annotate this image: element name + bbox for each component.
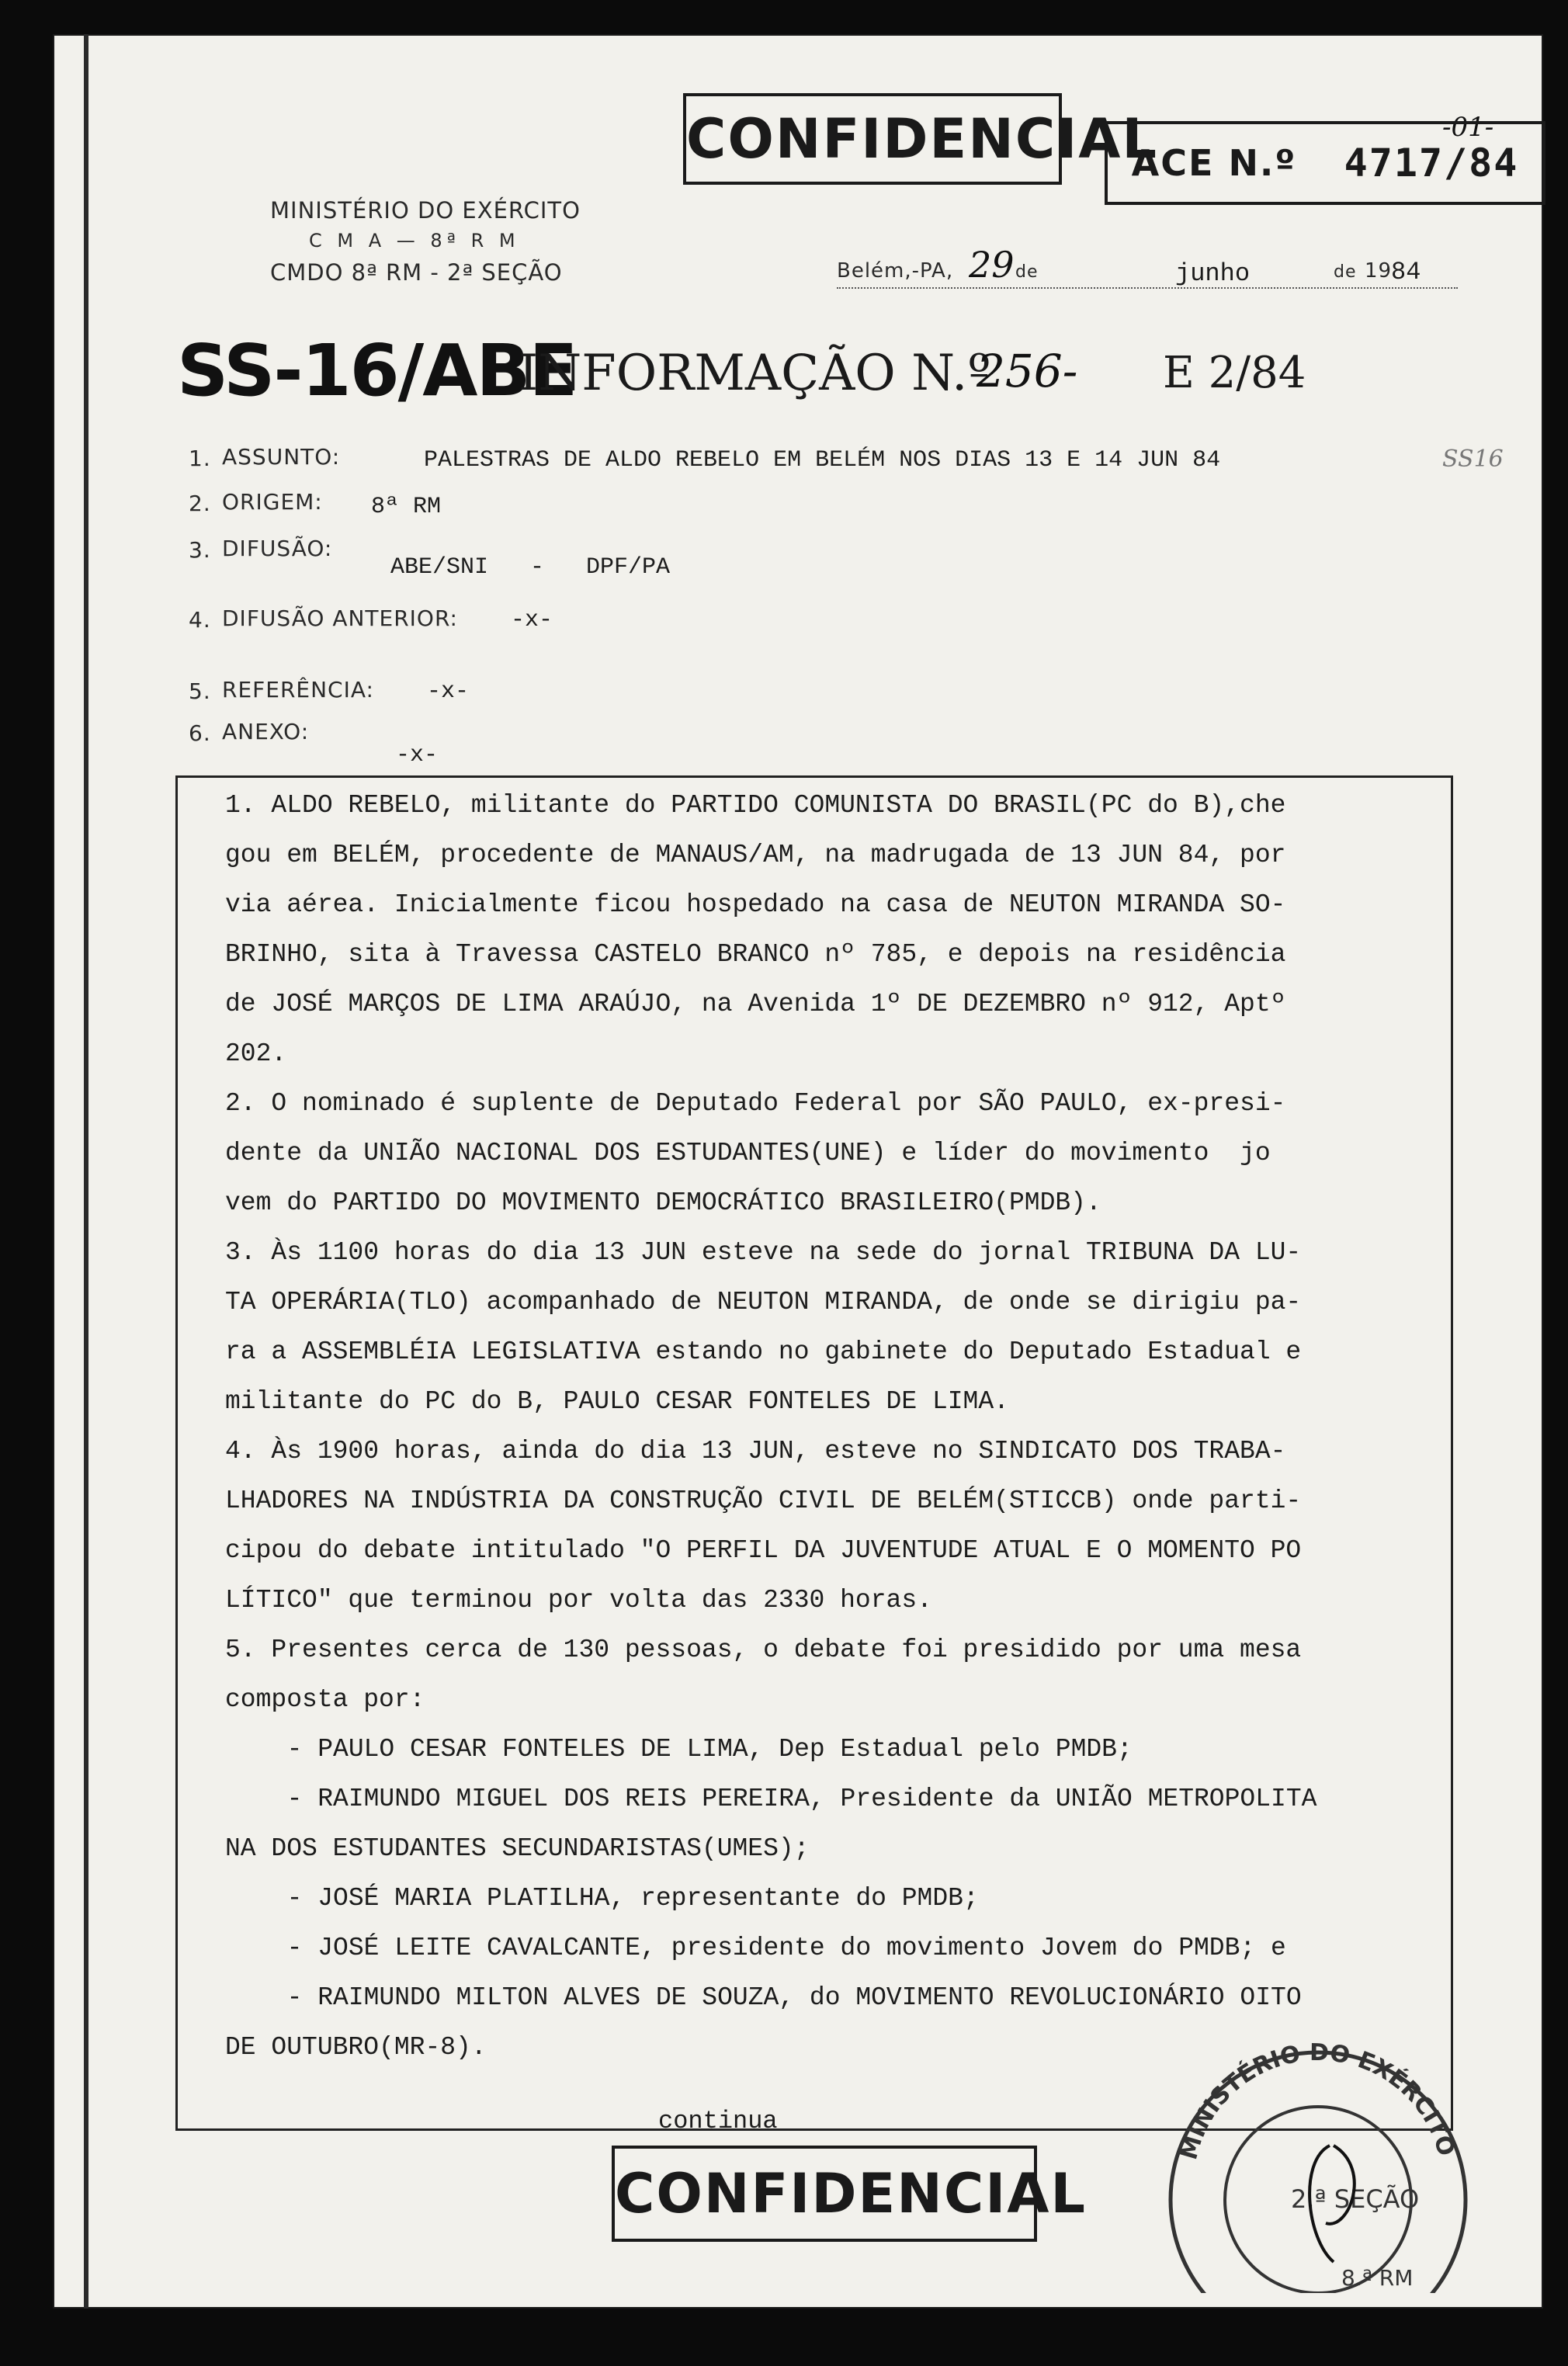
seal-ring-text: MINISTÉRIO DO EXÉRCITO (1175, 2038, 1460, 2163)
ace-number: 4717/84 (1344, 141, 1519, 186)
field-num-2: 2. (189, 491, 211, 516)
field-value-anexo: -x- (396, 742, 439, 768)
field-label-referencia: REFERÊNCIA: (222, 677, 374, 703)
field-num-1: 1. (189, 446, 211, 471)
field-num-6: 6. (189, 720, 211, 746)
body-line-15: LHADORES NA INDÚSTRIA DA CONSTRUÇÃO CIVIL DE BELÉM(STICCB) onde parti- (225, 1487, 1302, 1515)
body-line-12: ra a ASSEMBLÉIA LEGISLATIVA estando no gabinete do Deputado Estadual e (225, 1337, 1302, 1366)
body-line-11: TA OPERÁRIA(TLO) acompanhado de NEUTON MIRANDA, de onde se dirigiu pa- (225, 1288, 1302, 1317)
continua-label: continua (658, 2107, 778, 2135)
header-ministry: MINISTÉRIO DO EXÉRCITO (270, 197, 581, 224)
body-line-14: 4. Às 1900 horas, ainda do dia 13 JUN, esteve no SINDICATO DOS TRABA- (225, 1437, 1286, 1466)
body-line-19: composta por: (225, 1685, 425, 1714)
field-value-origem: 8ª RM (371, 494, 442, 520)
body-line-9: vem do PARTIDO DO MOVIMENTO DEMOCRÁTICO BRASILEIRO(PMDB). (225, 1188, 1101, 1217)
field-label-assunto: ASSUNTO: (222, 444, 341, 470)
ace-label: ACE N.º (1131, 142, 1297, 184)
date-month: junho (1175, 259, 1251, 288)
field-note-assunto: SS16 (1442, 446, 1504, 473)
date-dotted-line (837, 287, 1458, 289)
body-line-8: dente da UNIÃO NACIONAL DOS ESTUDANTES(UNE) e líder do movimento jo (225, 1139, 1271, 1167)
document-page (53, 34, 1543, 2309)
document-number: 256- (977, 345, 1078, 397)
page-number: -01- (1442, 112, 1494, 143)
body-line-16: cipou do debate intitulado "O PERFIL DA JUVENTUDE ATUAL E O MOMENTO PO (225, 1536, 1302, 1565)
body-line-20: - PAULO CESAR FONTELES DE LIMA, Dep Estadual pelo PMDB; (256, 1735, 1133, 1764)
field-value-assunto: PALESTRAS DE ALDO REBELO EM BELÉM NOS DIAS 13 E 14 JUN 84 (424, 447, 1221, 474)
body-line-22: NA DOS ESTUDANTES SECUNDARISTAS(UMES); (225, 1834, 810, 1863)
body-line-21: - RAIMUNDO MIGUEL DOS REIS PEREIRA, Presidente da UNIÃO METROPOLITA (256, 1785, 1317, 1813)
header-cmdo: CMDO 8ª RM - 2ª SEÇÃO (270, 259, 563, 286)
body-line-17: LÍTICO" que terminou por volta das 2330 horas. (225, 1586, 932, 1615)
field-value-difusao-anterior: -x- (511, 607, 553, 633)
body-line-26: DE OUTUBRO(MR-8). (225, 2033, 487, 2062)
body-line-7: 2. O nominado é suplente de Deputado Federal por SÃO PAULO, ex-presi- (225, 1089, 1286, 1118)
date-year: 84 (1391, 258, 1421, 286)
body-line-3: via aérea. Inicialmente ficou hospedado na casa de NEUTON MIRANDA SO- (225, 890, 1286, 919)
body-line-10: 3. Às 1100 horas do dia 13 JUN esteve na sede do jornal TRIBUNA DA LU- (225, 1238, 1302, 1267)
field-label-difusao-anterior: DIFUSÃO ANTERIOR: (222, 605, 458, 631)
field-label-origem: ORIGEM: (222, 489, 323, 515)
body-line-5: de JOSÉ MARÇOS DE LIMA ARAÚJO, na Avenida 1º DE DEZEMBRO nº 912, Aptº (225, 990, 1286, 1018)
body-line-23: - JOSÉ MARIA PLATILHA, representante do PMDB; (256, 1884, 979, 1913)
body-line-4: BRINHO, sita à Travessa CASTELO BRANCO nº 785, e depois na residência (225, 940, 1286, 969)
field-value-referencia: -x- (427, 678, 470, 705)
body-line-24: - JOSÉ LEITE CAVALCANTE, presidente do movimento Jovem do PMDB; e (256, 1934, 1286, 1962)
body-line-18: 5. Presentes cerca de 130 pessoas, o debate foi presidido por uma mesa (225, 1636, 1302, 1664)
body-line-2: gou em BELÉM, procedente de MANAUS/AM, na madrugada de 13 JUN 84, por (225, 841, 1286, 869)
field-value-difusao: ABE/SNI - DPF/PA (390, 554, 671, 581)
field-label-difusao: DIFUSÃO: (222, 536, 333, 561)
date-year-prefix: 19 (1365, 259, 1393, 283)
body-line-6: 202. (225, 1039, 287, 1068)
ace-number-box (1105, 121, 1545, 205)
confidential-stamp-top: CONFIDENCIAL (683, 93, 1062, 185)
body-line-13: militante do PC do B, PAULO CESAR FONTELES DE LIMA. (225, 1387, 1009, 1416)
confidential-stamp-bottom: CONFIDENCIAL (612, 2146, 1037, 2242)
handwritten-code: SS-16/ABE (177, 329, 577, 412)
seal-center-text: 2.ª SEÇÃO (1291, 2184, 1420, 2214)
field-label-anexo: ANEXO: (222, 719, 310, 744)
field-num-3: 3. (189, 537, 211, 563)
date-de2: de (1334, 262, 1357, 282)
header-cma: C M A — 8ª R M (309, 230, 520, 252)
field-num-5: 5. (189, 678, 211, 704)
section-seal (1140, 2029, 1497, 2293)
document-title: INFORMAÇÃO N.º (519, 345, 991, 402)
date-prefix: Belém,-PA, (837, 259, 954, 283)
seal-bottom-text: 8.ª RM (1341, 2265, 1414, 2291)
body-line-25: - RAIMUNDO MILTON ALVES DE SOUZA, do MOVIMENTO REVOLUCIONÁRIO OITO (256, 1983, 1302, 2012)
body-line-1: 1. ALDO REBELO, militante do PARTIDO COMUNISTA DO BRASIL(PC do B),che (225, 791, 1286, 820)
document-suffix: E 2/84 (1163, 348, 1306, 398)
field-num-4: 4. (189, 607, 211, 633)
date-day: 29 (969, 244, 1015, 286)
date-de1: de (1015, 262, 1039, 282)
